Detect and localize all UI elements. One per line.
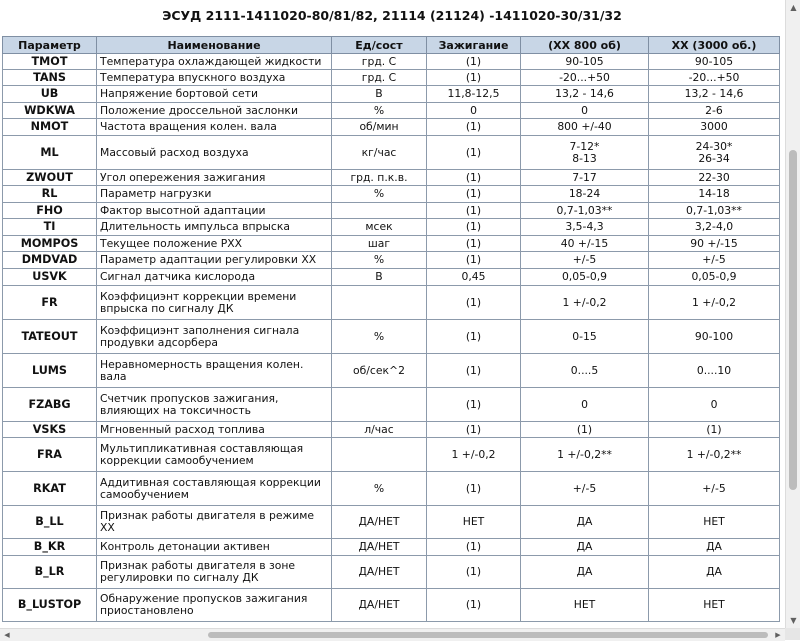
vertical-scrollbar[interactable] <box>785 0 800 628</box>
idle-3000-value-cell <box>649 269 780 286</box>
idle-800-value-cell-line: 18-24 <box>568 187 601 200</box>
param-code-cell: B_LL <box>3 506 97 539</box>
idle-800-value-cell-line: 3,5-4,3 <box>565 220 604 233</box>
param-name-cell <box>97 54 332 70</box>
idle-3000-value-cell-line: ДА <box>706 565 722 578</box>
idle-3000-value-cell-line: 90 +/-15 <box>690 236 738 250</box>
idle-3000-value-cell <box>649 70 780 86</box>
idle-800-value-cell-line: ДА <box>576 515 593 528</box>
ignition-value-cell: (1) <box>427 388 521 422</box>
param-unit-cell: В <box>332 86 427 103</box>
horizontal-scrollbar[interactable] <box>0 628 785 641</box>
ignition-value-cell: НЕТ <box>427 506 521 539</box>
idle-3000-value-cell-line: 22-30 <box>698 170 730 184</box>
idle-3000-value-cell <box>649 320 780 354</box>
idle-3000-value-cell <box>649 186 780 203</box>
idle-800-value-cell-line: 0....5 <box>570 363 599 377</box>
param-unit-cell: % <box>332 472 427 506</box>
idle-3000-value-cell <box>649 354 780 388</box>
idle-3000-value-cell <box>649 556 780 589</box>
table-row <box>3 539 780 556</box>
param-name-cell-line: Мультипликативная составляющая <box>100 441 304 455</box>
table-row <box>3 103 780 119</box>
idle-800-value-cell <box>521 186 649 203</box>
ignition-value-cell: (1) <box>427 252 521 269</box>
param-code-cell: USVK <box>3 269 97 286</box>
idle-800-value-cell-line: НЕТ <box>573 598 596 611</box>
param-unit-cell: мсек <box>332 219 427 236</box>
param-unit-cell: грд. С <box>332 54 427 70</box>
idle-800-value-cell <box>521 422 649 438</box>
table-row <box>3 354 780 388</box>
ignition-value-cell: 0,45 <box>427 269 521 286</box>
param-unit-cell <box>332 388 427 422</box>
idle-3000-value-cell <box>649 119 780 136</box>
param-unit-cell: % <box>332 103 427 119</box>
param-name-cell-line: приостановлено <box>100 604 194 617</box>
idle-3000-value-cell <box>649 589 780 622</box>
param-code-cell: TMOT <box>3 54 97 70</box>
ignition-value-cell: (1) <box>427 422 521 438</box>
param-unit-cell <box>332 203 427 219</box>
scroll-left-icon[interactable]: ◀ <box>4 631 10 639</box>
ignition-value-cell: (1) <box>427 70 521 86</box>
param-unit-cell: грд. п.к.в. <box>332 170 427 186</box>
idle-3000-value-cell <box>649 54 780 70</box>
param-name-cell-line: Фактор высотной адаптации <box>100 203 266 217</box>
idle-800-value-cell-line: 7-12* <box>569 139 600 153</box>
param-code-cell: TANS <box>3 70 97 86</box>
param-unit-cell: % <box>332 252 427 269</box>
idle-800-value-cell <box>521 54 649 70</box>
idle-800-value-cell-line: 1 +/-0,2 <box>562 295 607 309</box>
idle-3000-value-cell-line: 90-100 <box>694 329 734 343</box>
idle-800-value-cell-line: 8-13 <box>572 151 597 165</box>
ignition-value-cell: (1) <box>427 136 521 170</box>
idle-800-value-cell <box>521 539 649 556</box>
idle-3000-value-cell <box>649 472 780 506</box>
param-unit-cell: об/мин <box>332 119 427 136</box>
table-row <box>3 286 780 320</box>
idle-800-value-cell <box>521 236 649 252</box>
param-name-cell <box>97 422 332 438</box>
param-name-cell <box>97 186 332 203</box>
table-row <box>3 186 780 203</box>
ignition-value-cell: (1) <box>427 320 521 354</box>
table-row <box>3 556 780 589</box>
param-code-cell: B_LR <box>3 556 97 589</box>
ignition-value-cell: (1) <box>427 589 521 622</box>
param-unit-cell: ДА/НЕТ <box>332 556 427 589</box>
table-row <box>3 506 780 539</box>
param-name-cell-line: Аддитивная составляющая коррекции <box>100 475 321 489</box>
param-name-cell-line: Сигнал датчика кислорода <box>100 270 256 283</box>
param-name-cell <box>97 136 332 170</box>
param-name-cell-line: регулировки по сигналу ДК <box>100 571 259 584</box>
table-row <box>3 320 780 354</box>
param-name-cell-line: Счетчик пропусков зажигания, <box>100 391 279 405</box>
idle-800-value-cell <box>521 70 649 86</box>
param-code-cell: FR <box>3 286 97 320</box>
idle-800-value-cell-line: ДА <box>576 540 593 553</box>
idle-3000-value-cell-line: +/-5 <box>702 253 726 266</box>
idle-3000-value-cell <box>649 286 780 320</box>
param-name-cell-line: Признак работы двигателя в зоне <box>100 559 296 572</box>
param-name-cell <box>97 170 332 186</box>
idle-800-value-cell <box>521 170 649 186</box>
table-row <box>3 388 780 422</box>
idle-3000-value-cell-line: 90-105 <box>694 54 734 68</box>
param-name-cell <box>97 472 332 506</box>
idle-3000-value-cell <box>649 252 780 269</box>
param-name-cell <box>97 252 332 269</box>
idle-3000-value-cell-line: 0....10 <box>696 363 732 377</box>
param-unit-cell: В <box>332 269 427 286</box>
table-row <box>3 70 780 86</box>
param-name-cell-line: Неравномерность вращения колен. <box>100 357 304 371</box>
table-row <box>3 252 780 269</box>
idle-800-value-cell-line: ДА <box>576 565 593 578</box>
idle-3000-value-cell-line: 1 +/-0,2** <box>686 447 742 461</box>
param-name-cell-line: коррекции самообучением <box>100 453 254 467</box>
idle-800-value-cell-line: 1 +/-0,2** <box>557 447 612 461</box>
table-row <box>3 219 780 236</box>
header-name: Наименование <box>97 37 332 54</box>
param-name-cell-line: Частота вращения колен. вала <box>100 120 277 133</box>
param-name-cell-line: влияющих на токсичность <box>100 403 251 417</box>
idle-800-value-cell-line: 0 <box>581 397 588 411</box>
table-row <box>3 589 780 622</box>
param-name-cell <box>97 539 332 556</box>
idle-3000-value-cell <box>649 136 780 170</box>
idle-800-value-cell <box>521 556 649 589</box>
idle-3000-value-cell <box>649 203 780 219</box>
idle-800-value-cell <box>521 103 649 119</box>
ignition-value-cell: (1) <box>427 539 521 556</box>
idle-3000-value-cell-line: -20...+50 <box>688 70 740 84</box>
idle-800-value-cell <box>521 119 649 136</box>
scroll-down-icon[interactable]: ▼ <box>790 616 797 625</box>
idle-800-value-cell-line: 90-105 <box>565 54 604 68</box>
param-name-cell-line: Длительность импульса впрыска <box>100 220 290 233</box>
header-unit: Ед/сост <box>332 37 427 54</box>
param-code-cell: B_KR <box>3 539 97 556</box>
param-unit-cell <box>332 438 427 472</box>
vertical-scroll-thumb[interactable] <box>789 150 797 490</box>
ignition-value-cell: (1) <box>427 286 521 320</box>
param-code-cell: NMOT <box>3 119 97 136</box>
param-name-cell-line: продувки адсорбера <box>100 335 218 349</box>
param-name-cell-line: Параметр нагрузки <box>100 187 212 200</box>
idle-3000-value-cell <box>649 236 780 252</box>
param-name-cell <box>97 219 332 236</box>
param-name-cell-line: Коэффициэнт коррекции времени <box>100 289 297 303</box>
param-unit-cell: ДА/НЕТ <box>332 506 427 539</box>
idle-800-value-cell <box>521 472 649 506</box>
idle-800-value-cell-line: +/-5 <box>572 253 597 266</box>
idle-800-value-cell <box>521 388 649 422</box>
ignition-value-cell: (1) <box>427 203 521 219</box>
ignition-value-cell: (1) <box>427 236 521 252</box>
param-unit-cell: грд. С <box>332 70 427 86</box>
param-code-cell: TATEOUT <box>3 320 97 354</box>
idle-800-value-cell-line: +/-5 <box>572 481 597 495</box>
param-name-cell <box>97 556 332 589</box>
table-row <box>3 236 780 252</box>
idle-3000-value-cell <box>649 86 780 103</box>
idle-3000-value-cell-line: 0,7-1,03** <box>686 203 742 217</box>
param-name-cell <box>97 269 332 286</box>
ignition-value-cell: 0 <box>427 103 521 119</box>
table-body <box>3 54 780 622</box>
idle-800-value-cell <box>521 219 649 236</box>
param-code-cell: RL <box>3 186 97 203</box>
idle-800-value-cell <box>521 589 649 622</box>
ignition-value-cell: (1) <box>427 186 521 203</box>
param-name-cell-line: Обнаружение пропусков зажигания <box>100 592 308 605</box>
idle-800-value-cell-line: -20...+50 <box>559 70 610 84</box>
ignition-value-cell: (1) <box>427 170 521 186</box>
param-code-cell: RKAT <box>3 472 97 506</box>
scroll-up-icon[interactable]: ▲ <box>790 3 797 12</box>
table-row <box>3 203 780 219</box>
param-unit-cell: ДА/НЕТ <box>332 539 427 556</box>
param-code-cell: FZABG <box>3 388 97 422</box>
header-idle-3000: XX (3000 об.) <box>649 37 780 54</box>
idle-3000-value-cell-line: 24-30* <box>695 139 733 153</box>
idle-800-value-cell <box>521 136 649 170</box>
idle-800-value-cell <box>521 438 649 472</box>
idle-3000-value-cell <box>649 506 780 539</box>
idle-800-value-cell <box>521 320 649 354</box>
param-code-cell: TI <box>3 219 97 236</box>
ignition-value-cell: 1 +/-0,2 <box>427 438 521 472</box>
idle-3000-value-cell-line: 3,2-4,0 <box>694 220 734 233</box>
idle-3000-value-cell-line: 2-6 <box>705 103 723 117</box>
idle-800-value-cell <box>521 269 649 286</box>
param-name-cell-line: ХХ <box>100 521 115 534</box>
idle-800-value-cell <box>521 252 649 269</box>
param-name-cell-line: впрыска по сигналу ДК <box>100 301 234 315</box>
header-parameter: Параметр <box>3 37 97 54</box>
idle-800-value-cell-line: 0 <box>581 103 588 117</box>
idle-3000-value-cell <box>649 422 780 438</box>
table-row <box>3 54 780 70</box>
param-name-cell <box>97 354 332 388</box>
idle-800-value-cell-line: 0,05-0,9 <box>561 270 608 283</box>
param-code-cell: UB <box>3 86 97 103</box>
idle-3000-value-cell-line: 14-18 <box>698 187 730 200</box>
table-row <box>3 438 780 472</box>
param-name-cell <box>97 286 332 320</box>
idle-800-value-cell-line: 800 +/-40 <box>557 120 612 133</box>
parameters-table <box>2 36 780 622</box>
param-code-cell: WDKWA <box>3 103 97 119</box>
ignition-value-cell: (1) <box>427 119 521 136</box>
param-name-cell-line: Температура впускного воздуха <box>100 70 286 84</box>
param-unit-cell: % <box>332 186 427 203</box>
header-ignition: Зажигание <box>427 37 521 54</box>
table-row <box>3 170 780 186</box>
idle-800-value-cell-line: (1) <box>576 422 593 436</box>
param-name-cell <box>97 589 332 622</box>
scrollbar-corner <box>785 628 800 640</box>
idle-800-value-cell <box>521 86 649 103</box>
idle-800-value-cell <box>521 286 649 320</box>
param-unit-cell: шаг <box>332 236 427 252</box>
table-header-row <box>3 37 780 54</box>
idle-3000-value-cell-line: 13,2 - 14,6 <box>684 87 744 100</box>
page-title: ЭСУД 2111-1411020-80/81/82, 21114 (21124) -1411020-30/31/32 <box>162 8 622 23</box>
param-name-cell <box>97 506 332 539</box>
param-name-cell-line: Напряжение бортовой сети <box>100 87 258 100</box>
param-name-cell <box>97 438 332 472</box>
idle-800-value-cell-line: 40 +/-15 <box>560 236 609 250</box>
param-name-cell-line: вала <box>100 369 127 383</box>
idle-800-value-cell <box>521 354 649 388</box>
idle-800-value-cell-line: 0-15 <box>572 329 597 343</box>
param-code-cell: DMDVAD <box>3 252 97 269</box>
idle-3000-value-cell-line: НЕТ <box>703 515 725 528</box>
param-unit-cell: кг/час <box>332 136 427 170</box>
param-name-cell-line: Признак работы двигателя в режиме <box>100 509 315 522</box>
ignition-value-cell: (1) <box>427 54 521 70</box>
param-code-cell: ML <box>3 136 97 170</box>
table-row <box>3 472 780 506</box>
horizontal-scroll-thumb[interactable] <box>208 632 768 638</box>
idle-3000-value-cell-line: 1 +/-0,2 <box>691 295 737 309</box>
param-code-cell: FHO <box>3 203 97 219</box>
idle-3000-value-cell <box>649 539 780 556</box>
ignition-value-cell: (1) <box>427 219 521 236</box>
param-code-cell: ZWOUT <box>3 170 97 186</box>
idle-800-value-cell-line: 7-17 <box>572 170 597 184</box>
param-name-cell <box>97 320 332 354</box>
param-code-cell: MOMPOS <box>3 236 97 252</box>
param-name-cell <box>97 103 332 119</box>
table-row <box>3 86 780 103</box>
idle-3000-value-cell-line: 3000 <box>700 120 728 133</box>
table-row <box>3 269 780 286</box>
param-name-cell <box>97 388 332 422</box>
idle-3000-value-cell <box>649 388 780 422</box>
param-name-cell-line: Контроль детонации активен <box>100 540 270 553</box>
param-name-cell-line: Массовый расход воздуха <box>100 145 249 159</box>
param-code-cell: FRA <box>3 438 97 472</box>
param-name-cell-line: Параметр адаптации регулировки ХХ <box>100 253 317 266</box>
param-name-cell-line: Температура охлаждающей жидкости <box>100 54 322 68</box>
idle-3000-value-cell <box>649 170 780 186</box>
param-name-cell <box>97 236 332 252</box>
param-name-cell <box>97 86 332 103</box>
ignition-value-cell: 11,8-12,5 <box>427 86 521 103</box>
ignition-value-cell: (1) <box>427 472 521 506</box>
param-name-cell-line: Текущее положение РХХ <box>100 236 243 250</box>
idle-3000-value-cell-line: 0,05-0,9 <box>691 270 737 283</box>
param-code-cell: LUMS <box>3 354 97 388</box>
idle-3000-value-cell-line: 0 <box>710 397 718 411</box>
param-unit-cell: л/час <box>332 422 427 438</box>
idle-800-value-cell-line: 13,2 - 14,6 <box>555 87 614 100</box>
ignition-value-cell: (1) <box>427 556 521 589</box>
param-unit-cell <box>332 286 427 320</box>
idle-3000-value-cell <box>649 103 780 119</box>
table-row <box>3 136 780 170</box>
param-name-cell-line: Угол опережения зажигания <box>100 170 266 184</box>
idle-800-value-cell <box>521 203 649 219</box>
idle-3000-value-cell-line: ДА <box>706 540 722 553</box>
table-row <box>3 119 780 136</box>
table-row <box>3 422 780 438</box>
idle-3000-value-cell-line: НЕТ <box>703 598 725 611</box>
param-name-cell-line: Мгновенный расход топлива <box>100 422 265 436</box>
param-name-cell-line: Коэффициэнт заполнения сигнала <box>100 323 300 337</box>
param-name-cell-line: самообучением <box>100 487 189 501</box>
param-name-cell <box>97 203 332 219</box>
scroll-right-icon[interactable]: ▶ <box>775 631 781 639</box>
idle-3000-value-cell-line: +/-5 <box>702 481 726 495</box>
param-unit-cell: % <box>332 320 427 354</box>
idle-800-value-cell <box>521 506 649 539</box>
header-idle-800: (XX 800 об) <box>521 37 649 54</box>
param-unit-cell: ДА/НЕТ <box>332 589 427 622</box>
idle-3000-value-cell-line: 26-34 <box>698 151 730 165</box>
ignition-value-cell: (1) <box>427 354 521 388</box>
param-name-cell-line: Положение дроссельной заслонки <box>100 103 298 117</box>
idle-800-value-cell-line: 0,7-1,03** <box>556 203 613 217</box>
idle-3000-value-cell <box>649 219 780 236</box>
param-name-cell <box>97 119 332 136</box>
param-name-cell <box>97 70 332 86</box>
param-code-cell: VSKS <box>3 422 97 438</box>
idle-3000-value-cell-line: (1) <box>706 422 722 436</box>
param-unit-cell: об/сек^2 <box>332 354 427 388</box>
param-code-cell: B_LUSTOP <box>3 589 97 622</box>
idle-3000-value-cell <box>649 438 780 472</box>
